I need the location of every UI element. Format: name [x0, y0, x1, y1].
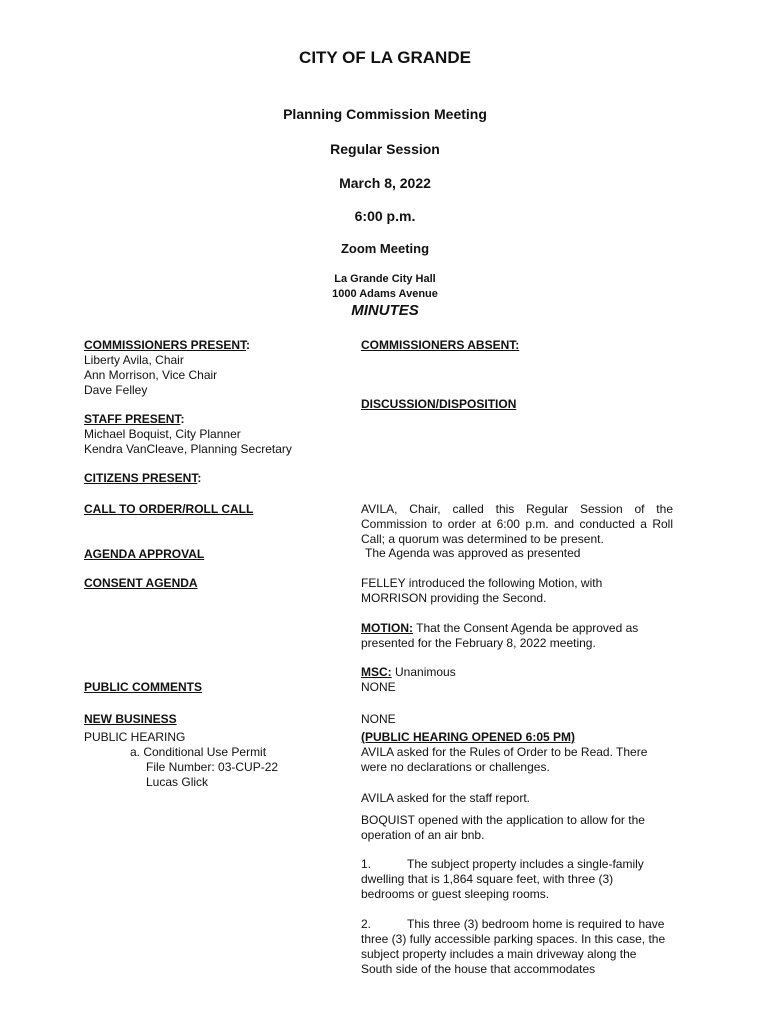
staff-member: Michael Boquist, City Planner — [84, 427, 241, 441]
staff-present-section — [84, 412, 292, 457]
city-title: CITY OF LA GRANDE — [299, 48, 471, 67]
boquist-opening: BOQUIST opened with the application to allow for the operation of an air bnb. — [361, 813, 645, 842]
applicant-line: Lucas Glick — [146, 775, 209, 789]
motion-paragraph — [361, 621, 666, 651]
hearing-rules-paragraph: AVILA asked for the Rules of Order to be Read. There were no declarations or challenges. — [361, 745, 648, 774]
agenda-approval-text: The Agenda was approved as presented — [365, 546, 581, 560]
msc-line — [361, 665, 673, 680]
staff-member: Kendra VanCleave, Planning Secretary — [84, 442, 292, 456]
public-hearing-label: PUBLIC HEARING — [84, 730, 186, 744]
item-number: 1. — [361, 857, 372, 871]
call-to-order-text: AVILA, Chair, called this Regular Session of the Commission to order at 6:00 p.m. and conducted a Roll Call; a quorum was determined to be present. — [361, 502, 673, 546]
numbered-item-2 — [361, 917, 666, 977]
item-text: The subject property includes a single-family dwelling that is 1,864 square feet, with three (3) bedrooms or guest sleeping rooms. — [361, 857, 644, 901]
cup-item-line: a. Conditional Use Permit — [130, 745, 267, 759]
citizens-present-heading: CITIZENS PRESENT: — [84, 471, 202, 485]
public-comments-heading: PUBLIC COMMENTS — [84, 680, 202, 694]
commissioner-member: Ann Morrison, Vice Chair — [84, 368, 218, 382]
meeting-title: Planning Commission Meeting — [283, 106, 487, 122]
hearing-opened-heading: (PUBLIC HEARING OPENED 6:05 PM) — [361, 730, 576, 744]
session-type: Regular Session — [330, 141, 440, 157]
motion-label: MOTION: — [361, 621, 413, 635]
minutes-label: MINUTES — [351, 302, 419, 319]
numbered-item-1 — [361, 857, 661, 902]
commissioners-present-section — [84, 338, 250, 398]
staff-present-heading: STAFF PRESENT: — [84, 412, 185, 426]
address-line-1: La Grande City Hall — [334, 273, 436, 285]
meeting-date: March 8, 2022 — [339, 175, 431, 191]
msc-text: Unanimous — [391, 665, 456, 679]
commissioners-absent-heading: COMMISSIONERS ABSENT: — [361, 338, 520, 352]
consent-agenda-heading: CONSENT AGENDA — [84, 576, 198, 590]
meeting-venue: Zoom Meeting — [340, 241, 430, 256]
agenda-approval-heading: AGENDA APPROVAL — [84, 547, 205, 561]
meeting-time: 6:00 p.m. — [354, 208, 416, 224]
item-number: 2. — [361, 917, 372, 931]
commissioner-member: Dave Felley — [84, 383, 148, 397]
call-to-order-heading: CALL TO ORDER/ROLL CALL — [84, 502, 254, 516]
commissioners-present-heading: COMMISSIONERS PRESENT: — [84, 338, 251, 352]
consent-agenda-text: FELLEY introduced the following Motion, with MORRISON providing the Second. — [361, 576, 603, 605]
staff-report-request: AVILA asked for the staff report. — [361, 791, 530, 805]
address-line-2: 1000 Adams Avenue — [332, 288, 438, 300]
file-number-line: File Number: 03-CUP-22 — [146, 760, 279, 774]
motion-text: That the Consent Agenda be approved as presented for the February 8, 2022 meeting. — [361, 621, 639, 650]
public-comments-text: NONE — [361, 680, 396, 694]
commissioner-member: Liberty Avila, Chair — [84, 353, 184, 367]
new-business-heading: NEW BUSINESS — [84, 712, 177, 726]
discussion-disposition-heading: DISCUSSION/DISPOSITION — [361, 397, 517, 411]
msc-label: MSC: — [361, 665, 392, 679]
item-text: This three (3) bedroom home is required to have three (3) fully accessible parking spaces. In this case, the subject property includes a main driveway along the South side of the house that accommodates — [361, 917, 666, 976]
new-business-text: NONE — [361, 712, 396, 726]
